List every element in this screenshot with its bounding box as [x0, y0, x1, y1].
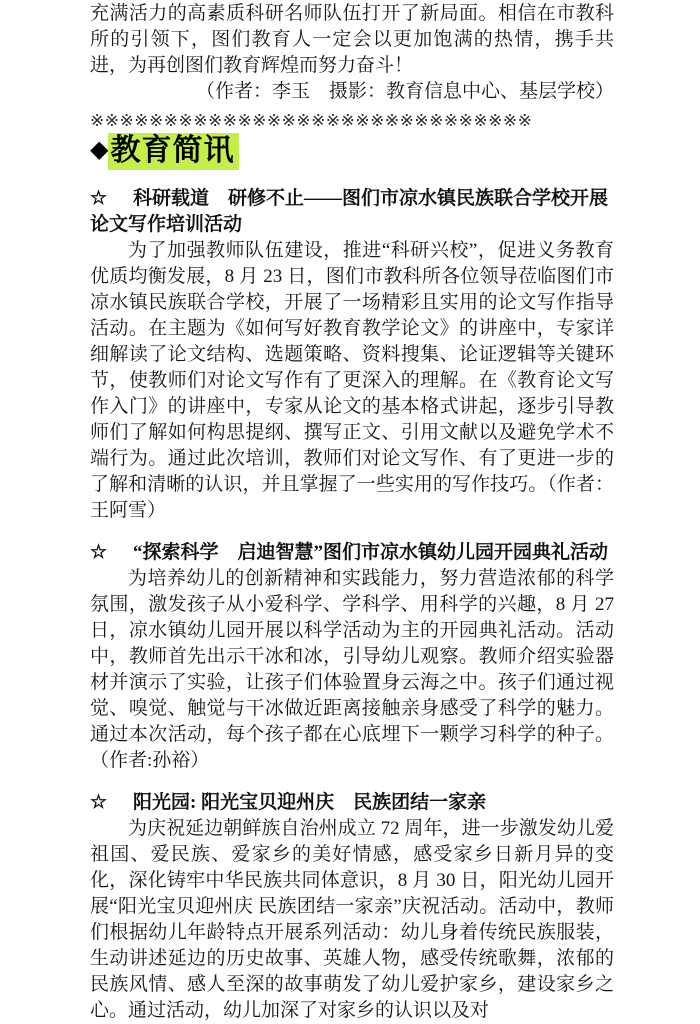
star-bullet-icon: ☆ [90, 792, 108, 813]
bulletin-title-text: 教育简讯 [108, 133, 239, 170]
section-heading-text: “探索科学 启迪智慧”图们市凉水镇幼儿园开园典礼活动 [133, 542, 609, 563]
star-bullet-icon: ☆ [90, 188, 108, 209]
bulletin-title [90, 131, 614, 170]
reference-mark-separator: ※※※※※※※※※※※※※※※※※※※※※※※※※※※※※※ [90, 111, 533, 130]
section-heading-kindergarten-opening [90, 540, 614, 566]
section-heading-text: 阳光园: 阳光宝贝迎州庆 民族团结一家亲 [133, 792, 487, 813]
section-heading-sunshine-garden [90, 790, 614, 816]
section-heading-text: 科研载道 研修不止——图们市凉水镇民族联合学校开展论文写作培训活动 [90, 188, 609, 235]
section-body-sunshine-garden: 为庆祝延边朝鲜族自治州成立 72 周年，进一步激发幼儿爱祖国、爱民族、爱家乡的美好情感，感受家乡日新月异的变化，深化铸牢中华民族共同体意识，8 月 30 日，阳光幼儿园开展“阳光宝贝迎州庆 民族团结一家亲”庆祝活动。活动中，教师们根据幼儿年龄特点开展系列活动：幼儿身着传统民族服装，生动讲述延边的历史故事、英雄人物，感受传统歌舞，浓郁的民族风情、感人至深的故事萌发了幼儿爱护家乡，建设家乡之心。通过活动，幼儿加深了对家乡的认识以及对 [90, 818, 614, 1021]
section-body-kindergarten-opening: 为培养幼儿的创新精神和实践能力，努力营造浓郁的科学氛围，激发孩子从小爱科学、学科学、用科学的兴趣，8 月 27 日，凉水镇幼儿园开展以科学活动为主的开园典礼活动。活动中，教师首先出示干冰和冰，引导幼儿观察。教师介绍实验器材并演示了实验，让孩子们体验置身云海之中。孩子们通过视觉、嗅觉、触觉与干冰做近距离接触亲身感受了科学的魅力。通过本次活动，每个孩子都在心底埋下一颗学习科学的种子。（作者:孙裕） [90, 568, 614, 771]
star-bullet-icon: ☆ [90, 542, 108, 563]
diamond-bullet-icon: ◆ [90, 136, 109, 163]
section-heading-research-training [90, 186, 614, 238]
intro-paragraph: 充满活力的高素质科研名师队伍打开了新局面。相信在市教科所的引领下，图们教育人一定会以更加饱满的热情，携手共进，为再创图们教育辉煌而努力奋斗！ [90, 3, 614, 76]
section-body-research-training: 为了加强教师队伍建设，推进“科研兴校”，促进义务教育优质均衡发展，8 月 23 日，图们市教科所各位领导莅临图们市凉水镇民族联合学校，开展了一场精彩且实用的论文写作指导活动。在主题为《如何写好教育教学论文》的讲座中，专家详细解读了论文结构、选题策略、资料搜集、论证逻辑等关键环节，使教师们对论文写作有了更深入的理解。在《教育论文写作入门》的讲座中，专家从论文的基本格式讲起，逐步引导教师们了解如何构思提纲、撰写正文、引用文献以及避免学术不端行为。通过此次培训，教师们对论文写作、有了更进一步的了解和清晰的认识，并且掌握了一些实用的写作技巧。（作者：王阿雪） [90, 240, 614, 521]
intro-byline: （作者：李玉 摄影：教育信息中心、基层学校） [195, 81, 614, 102]
